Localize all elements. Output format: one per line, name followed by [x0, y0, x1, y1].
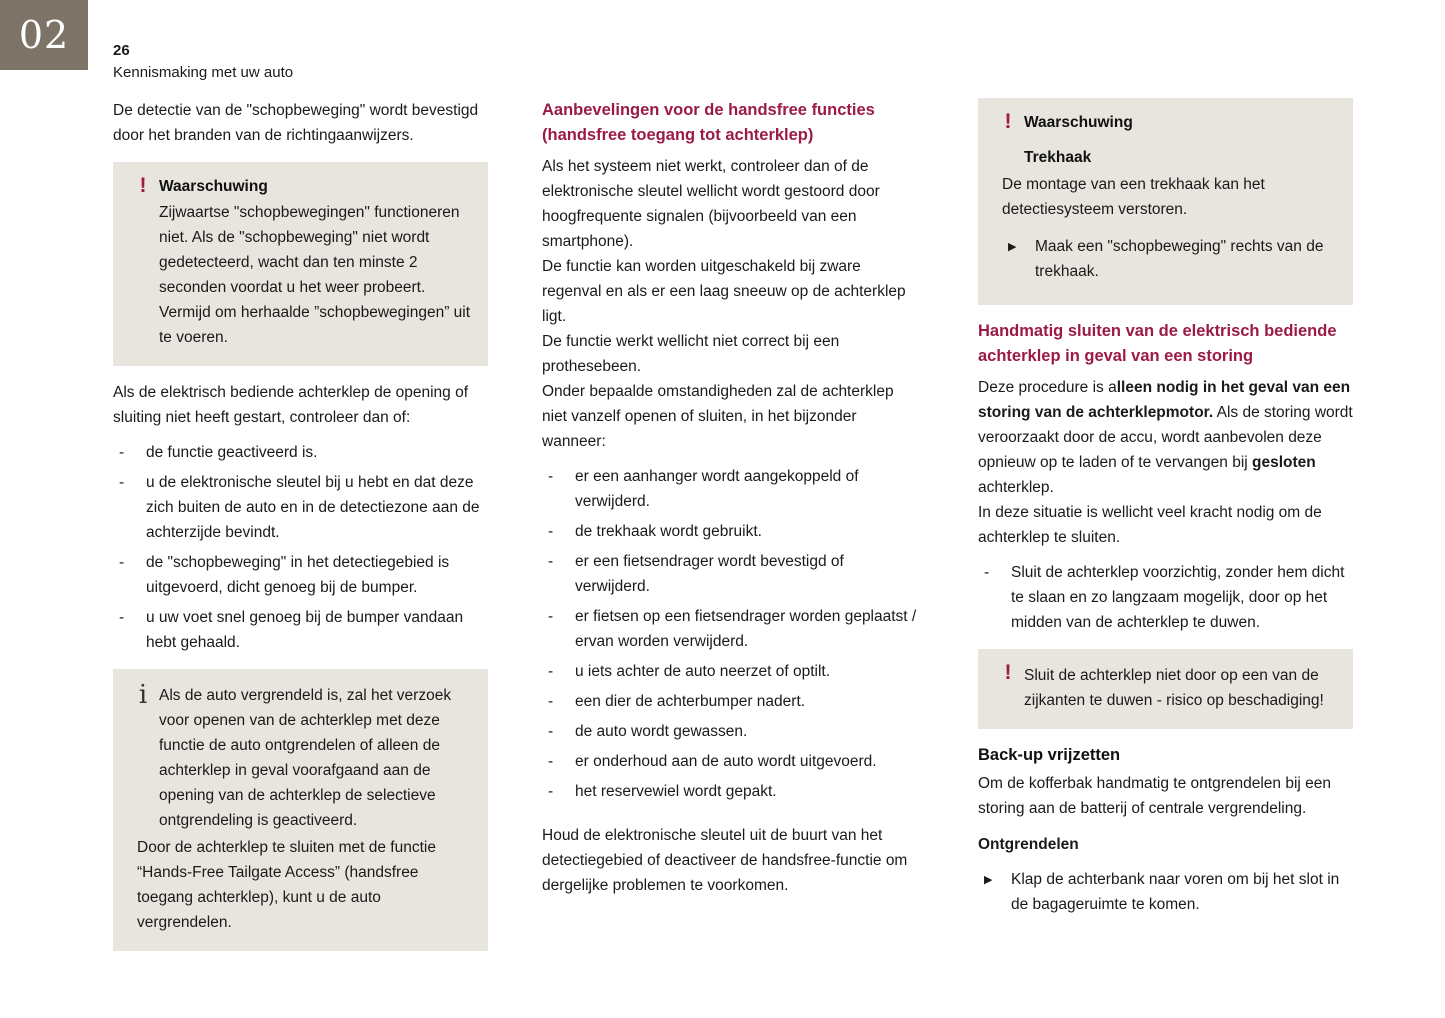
warning-exclamation-icon: ! [1004, 110, 1012, 133]
warning-box-text: Zijwaartse "schopbewegingen" functioneren niet. Als de "schopbeweging" niet wordt gedetecteerd, wacht dan ten minste 2 seconden voordat u het weer probeert. Vermijd om herhaalde ”schopbewegingen” uit te voeren. [159, 204, 471, 346]
recommendation-paragraph-2: De functie kan worden uitgeschakeld bij zware regenval en als er een laag sneeuw op de achterklep ligt. [542, 258, 906, 325]
list-item: - Sluit de achterklep voorzichtig, zonder hem dicht te slaan en zo langzaam mogelijk, door op het midden van de achterklep te duwen. [978, 560, 1353, 635]
list-item: - het reservewiel wordt gepakt. [542, 779, 917, 804]
warning-box-towbar [978, 98, 1353, 305]
text-plain-a: Deze procedure is a [978, 379, 1117, 396]
text-plain-b: Als de storing wordt veroorzaakt door de accu, wordt aanbevolen deze opnieuw op te laden of te vervangen bij [978, 404, 1353, 471]
warning-box-text: Sluit de achterklep niet door op een van de zijkanten te duwen - risico op beschadiging! [1024, 667, 1324, 709]
info-box-text-second: Door de achterklep te sluiten met de functie “Hands-Free Tailgate Access” (handsfree toegang achterklep), kunt u de auto vergrendelen. [137, 839, 436, 931]
chapter-title: Kennismaking met uw auto [113, 64, 294, 81]
info-box-text-first: Als de auto vergrendeld is, zal het verzoek voor openen van de achterklep met deze functie de auto ontgrendelen of alleen de achterklep in geval voorafgaand aan de opening van de achterklep de selectieve ontgrendeling is geactiveerd. [159, 687, 452, 829]
manual-close-paragraph-1 [978, 375, 1353, 500]
page-columns [113, 98, 1403, 965]
list-item: - de functie geactiveerd is. [113, 440, 488, 465]
info-box-locking [113, 669, 488, 951]
column-one [113, 98, 488, 965]
text-bold-b: gesloten [1252, 454, 1316, 471]
manual-close-paragraph-2: In deze situatie is wellicht veel kracht nodig om de achterklep te sluiten. [978, 504, 1322, 546]
list-item: ▶ Klap de achterbank naar voren om bij het slot in de bagageruimte te komen. [978, 867, 1353, 917]
chapter-number-tab: 02 [0, 0, 88, 70]
information-icon: i [138, 680, 148, 710]
section-heading-backup-release: Back-up vrijzetten [978, 746, 1121, 764]
recommendation-paragraph-4: Onder bepaalde omstandigheden zal de achterklep niet vanzelf openen of sluiten, in het bijzonder wanneer: [542, 383, 894, 450]
backup-release-paragraph: Om de kofferbak handmatig te ontgrendelen bij een storing aan de batterij of centrale vergrendeling. [978, 775, 1332, 817]
subheading-unlock: Ontgrendelen [978, 836, 1079, 853]
warning-box-title: Waarschuwing [1024, 114, 1133, 131]
warning-box-kick-motion [113, 162, 488, 366]
list-item: - de auto wordt gewassen. [542, 719, 917, 744]
text-plain-c: achterklep. [978, 479, 1054, 496]
list-item: - een dier de achterbumper nadert. [542, 689, 917, 714]
manual-close-list [978, 560, 1353, 635]
list-item: ▶ Maak een "schopbeweging" rechts van de trekhaak. [1002, 234, 1337, 284]
page-header [113, 42, 713, 83]
list-item: - er onderhoud aan de auto wordt uitgevoerd. [542, 749, 917, 774]
warning-box-text: De montage van een trekhaak kan het detectiesysteem verstoren. [1002, 176, 1265, 218]
cases-list [542, 464, 917, 804]
page-number: 26 [113, 42, 130, 59]
warning-exclamation-icon: ! [1004, 661, 1012, 684]
unlock-action-list [978, 867, 1353, 917]
list-item: - de trekhaak wordt gebruikt. [542, 519, 917, 544]
list-item: - er een aanhanger wordt aangekoppeld of verwijderd. [542, 464, 917, 514]
warning-box-title: Waarschuwing [159, 178, 268, 195]
list-item: - de "schopbeweging" in het detectiegebied is uitgevoerd, dicht genoeg bij de bumper. [113, 550, 488, 600]
intro-paragraph: De detectie van de "schopbeweging" wordt bevestigd door het branden van de richtingaanwijzers. [113, 102, 479, 144]
recommendation-paragraph-3: De functie werkt wellicht niet correct bij een prothesebeen. [542, 333, 840, 375]
after-box-paragraph: Als de elektrisch bediende achterklep de opening of sluiting niet heeft gestart, controleer dan of: [113, 384, 469, 426]
list-item: - u uw voet snel genoeg bij de bumper vandaan hebt gehaald. [113, 605, 488, 655]
warning-box-side-push [978, 649, 1353, 729]
list-item: - u de elektronische sleutel bij u hebt en dat deze zich buiten de auto en in de detectiezone aan de achterzijde bevindt. [113, 470, 488, 545]
list-item: - er een fietsendrager wordt bevestigd of verwijderd. [542, 549, 917, 599]
column-three [978, 98, 1353, 965]
warning-box-subtitle: Trekhaak [1024, 149, 1092, 166]
closing-paragraph: Houd de elektronische sleutel uit de buurt van het detectiegebied of deactiveer de handsfree-functie om dergelijke problemen te voorkomen. [542, 827, 908, 894]
recommendation-paragraph-1: Als het systeem niet werkt, controleer dan of de elektronische sleutel wellicht wordt gestoord door hoogfrequente signalen (bijvoorbeeld van een smartphone). [542, 158, 880, 250]
section-heading-recommendations: Aanbevelingen voor de handsfree functies (handsfree toegang tot achterklep) [542, 101, 875, 144]
warning-exclamation-icon: ! [139, 174, 147, 197]
list-item: - u iets achter de auto neerzet of optilt. [542, 659, 917, 684]
column-two [542, 98, 917, 965]
section-heading-manual-close: Handmatig sluiten van de elektrisch bediende achterklep in geval van een storing [978, 322, 1337, 365]
text-bold-a: lleen nodig in het geval van een storing van de achterklepmotor. [978, 379, 1351, 421]
warning-box-actions [1002, 234, 1337, 284]
list-item: - er fietsen op een fietsendrager worden geplaatst / ervan worden verwijderd. [542, 604, 917, 654]
checks-list [113, 440, 488, 655]
